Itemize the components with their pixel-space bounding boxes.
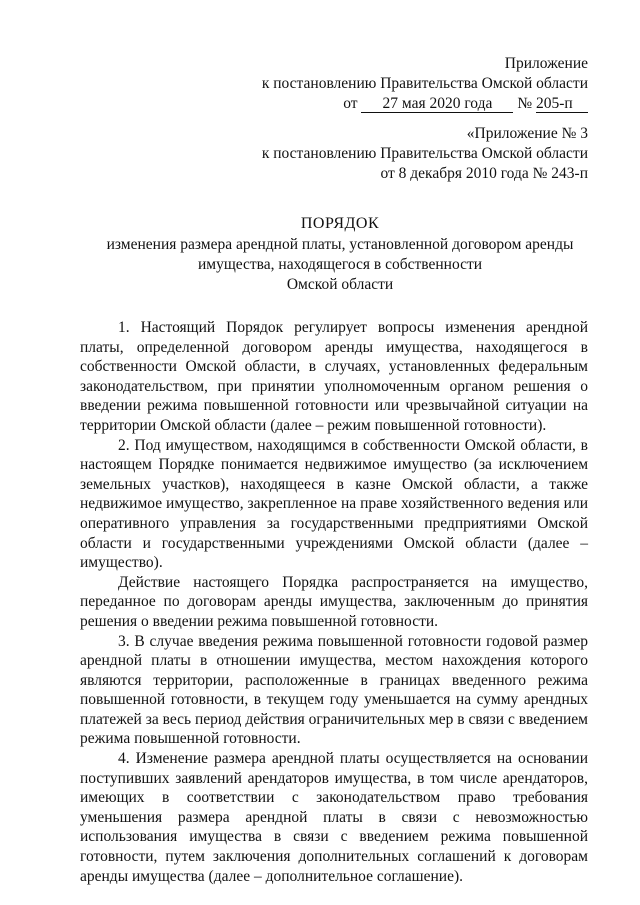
title-line-3: Омской области [286, 276, 394, 293]
original-attachment-label: «Приложение № 3 [466, 125, 588, 142]
title-line-2: имущества, находящегося в собственности [197, 256, 483, 273]
paragraph-3: 3. В случае введения режима повышенной готовности годовой размер арендной платы в отношении имущества, местом нахождения которого являются территории, расположенные в границах введенного режима повышенной готовности, в текущем году уменьшается на сумму арендных платежей за весь период действия ограничительных мер в связи с введением режима повышенной готовности. [80, 632, 588, 748]
paragraph-2: 2. Под имуществом, находящимся в собственности Омской области, в настоящем Порядке понимается недвижимое имущество (за исключением земельных участков), находящееся в казне Омской области, а также недвижимое имущество, закрепленное на праве хозяйственного ведения или оперативного управления за государственными предприятиями Омской области и государственными учреждениями Омской области (далее – имущество). [80, 436, 588, 572]
attachment-header [262, 54, 588, 114]
resolution-date: 27 мая 2020 года [361, 95, 513, 113]
document-body [80, 318, 588, 886]
attachment-label: Приложение [504, 55, 588, 72]
title-line-1: изменения размера арендной платы, установленной договором аренды [106, 236, 574, 253]
paragraph-4: 4. Изменение размера арендной платы осуществляется на основании поступивших заявлений арендаторов имущества, в том числе арендаторов, имеющих в соответствии с законодательством право требования уменьшения размера арендной платы в связи с невозможностью использования имущества в связи с введением режима повышенной готовности, путем заключения дополнительных соглашений к договорам аренды имущества (далее – дополнительное соглашение). [80, 750, 588, 885]
number-label: № [517, 95, 533, 112]
paragraph-1: 1. Настоящий Порядок регулирует вопросы изменения арендной платы, определенной договором аренды имущества, находящегося в собственности Омской области, в случаях, установленных федеральным законодательством, при принятии уполномоченным органом решения о введении режима повышенной готовности или чрезвычайной ситуации на территории Омской области (далее – режим повышенной готовности). [80, 319, 588, 434]
resolution-date-number [262, 94, 588, 114]
resolution-number: 205-п [536, 95, 588, 113]
resolution-reference: к постановлению Правительства Омской области [261, 75, 588, 92]
from-label: от [343, 95, 358, 112]
document-title [60, 214, 620, 295]
title-main: ПОРЯДОК [300, 215, 380, 232]
original-resolution-date-number: от 8 декабря 2010 года № 243-п [380, 165, 588, 182]
paragraph-2-note: Действие настоящего Порядка распространяется на имущество, переданное по договорам аренды имущества, заключенным до принятия решения о введении режима повышенной готовности. [80, 573, 588, 630]
original-attachment-header [262, 124, 588, 184]
original-resolution-reference: к постановлению Правительства Омской области [261, 145, 588, 162]
